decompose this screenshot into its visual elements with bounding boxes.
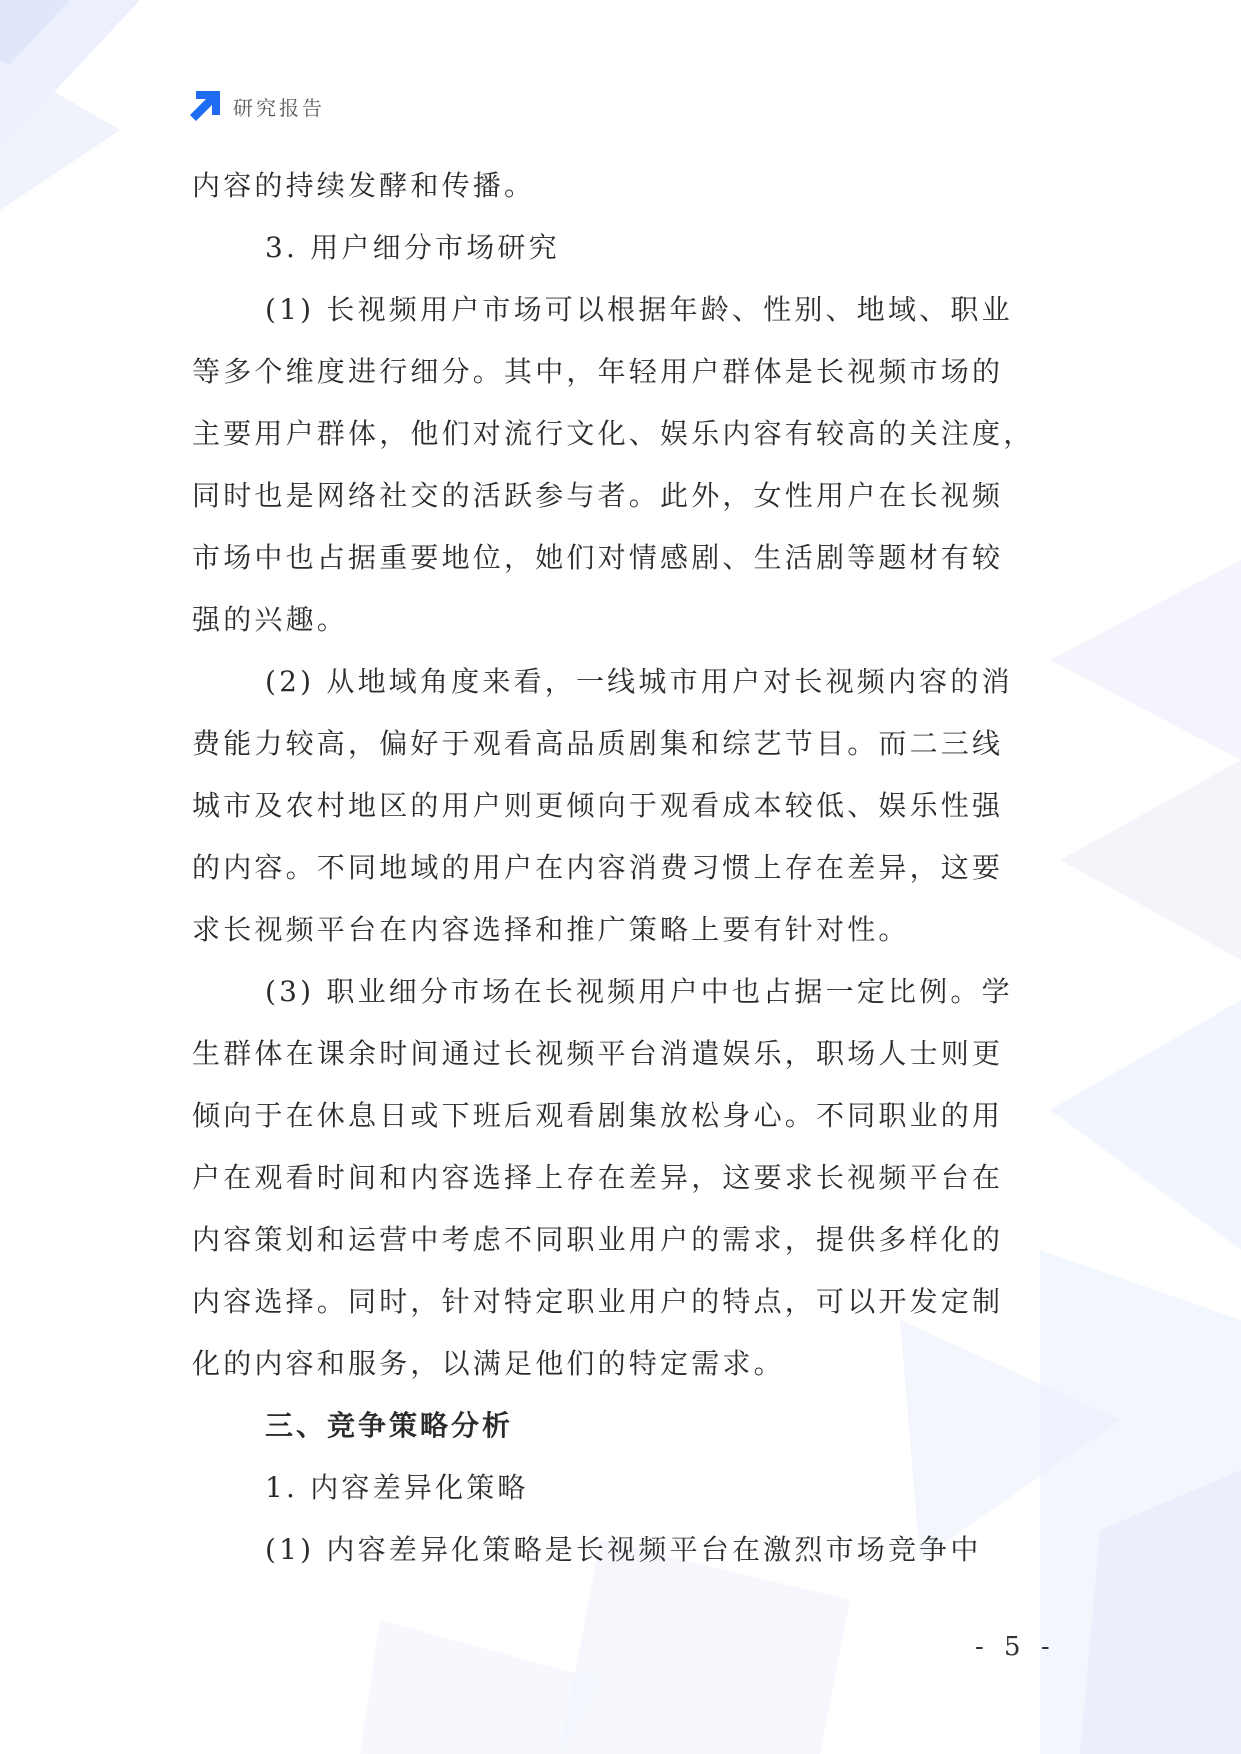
paragraph-line: (1) 长视频用户市场可以根据年龄、性别、地域、职业 <box>265 293 1013 326</box>
header-title: 研究报告 <box>233 95 325 120</box>
paragraph-line: 的内容。不同地域的用户在内容消费习惯上存在差异，这要 <box>192 851 1004 884</box>
paragraph-line: 内容的持续发酵和传播。 <box>192 169 536 202</box>
paragraph-line: 内容策划和运营中考虑不同职业用户的需求，提供多样化的 <box>192 1223 1004 1256</box>
paragraph-line: 强的兴趣。 <box>192 603 349 636</box>
paragraph-line: 城市及农村地区的用户则更倾向于观看成本较低、娱乐性强 <box>192 789 1004 822</box>
paragraph-line: (2) 从地域角度来看，一线城市用户对长视频内容的消 <box>265 665 1013 698</box>
paragraph-line: 等多个维度进行细分。其中，年轻用户群体是长视频市场的 <box>192 355 1004 388</box>
paragraph-line: 市场中也占据重要地位，她们对情感剧、生活剧等题材有较 <box>192 541 1004 574</box>
paragraph-line: 倾向于在休息日或下班后观看剧集放松身心。不同职业的用 <box>192 1099 1004 1132</box>
section-heading: 三、竞争策略分析 <box>265 1409 514 1442</box>
paragraph-line: 同时也是网络社交的活跃参与者。此外，女性用户在长视频 <box>192 479 1004 512</box>
paragraph-line: (1) 内容差异化策略是长视频平台在激烈市场竞争中 <box>265 1533 982 1566</box>
document-body <box>192 155 1050 1581</box>
paragraph-line: 户在观看时间和内容选择上存在差异，这要求长视频平台在 <box>192 1161 1004 1194</box>
paragraph-line: 化的内容和服务，以满足他们的特定需求。 <box>192 1347 785 1380</box>
paragraph-line: (3) 职业细分市场在长视频用户中也占据一定比例。学 <box>265 975 1013 1008</box>
paragraph-line: 生群体在课余时间通过长视频平台消遣娱乐，职场人士则更 <box>192 1037 1004 1070</box>
subsection-heading: 3. 用户细分市场研究 <box>265 231 560 264</box>
subsection-heading: 1. 内容差异化策略 <box>265 1471 529 1504</box>
paragraph-line: 主要用户群体，他们对流行文化、娱乐内容有较高的关注度， <box>192 417 1035 450</box>
arrow-up-right-icon <box>187 88 223 124</box>
paragraph-line: 内容选择。同时，针对特定职业用户的特点，可以开发定制 <box>192 1285 1004 1318</box>
page-number: - 5 - <box>975 1632 1056 1662</box>
paragraph-line: 求长视频平台在内容选择和推广策略上要有针对性。 <box>192 913 910 946</box>
paragraph-line: 费能力较高，偏好于观看高品质剧集和综艺节目。而二三线 <box>192 727 1004 760</box>
report-header <box>187 88 325 124</box>
